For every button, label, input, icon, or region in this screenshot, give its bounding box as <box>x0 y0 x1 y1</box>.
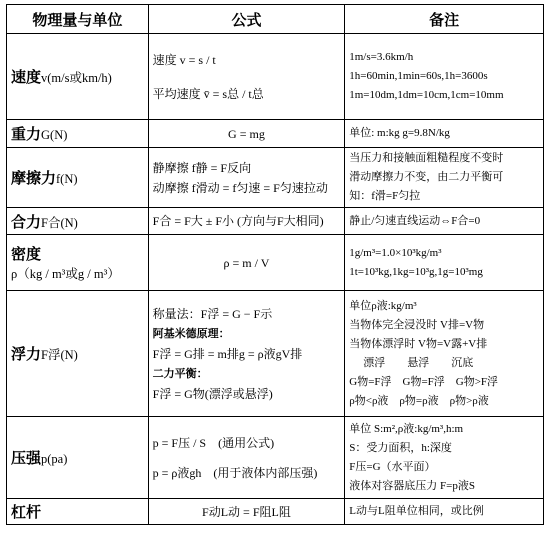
table-row-resultant-force <box>7 208 544 235</box>
note-line: 1g/m³=1.0×10³kg/m³ <box>349 246 442 259</box>
notes-cell <box>345 34 544 120</box>
formula-line: 速度 v = s / t <box>152 52 216 67</box>
note-line: 1m=10dm,1dm=10cm,1cm=10mm <box>349 89 504 101</box>
header-quantity: 物理量与单位 <box>7 5 149 34</box>
notes-cell <box>345 148 544 208</box>
formula-line: F浮 = G物(漂浮或悬浮) <box>152 386 273 401</box>
note-line: 1t=10³kg,1kg=10³g,1g=10³mg <box>349 265 483 278</box>
quantity-name: 密度 <box>11 245 42 263</box>
table-row-pressure <box>7 417 544 499</box>
quantity-name: 合力 <box>11 212 42 231</box>
notes-cell <box>345 499 544 525</box>
quantity-unit: p(pa) <box>41 452 68 466</box>
table-header-row <box>7 5 544 34</box>
formula-cell <box>148 34 345 120</box>
quantity-unit: G(N) <box>41 128 68 142</box>
header-notes: 备注 <box>345 5 544 34</box>
formula-line: p = F压 / S (通用公式) <box>152 435 275 450</box>
note-line: 液体对容器底压力 F=p液S <box>349 479 475 492</box>
note-line: 当压力和接触面粗糙程度不变时 <box>349 152 504 164</box>
quantity-cell <box>7 291 149 417</box>
note-line: 1h=60min,1min=60s,1h=3600s <box>349 70 488 82</box>
formula-line: G = mg <box>228 126 265 141</box>
formula-line: 静摩擦 f静 = F反向 <box>152 160 252 175</box>
quantity-unit: v(m/s或km/h) <box>41 71 112 85</box>
note-line: S：受力面积，h:深度 <box>349 441 452 454</box>
note-line: 单位: m:kg g=9.8N/kg <box>349 127 450 139</box>
formula-cell <box>148 120 345 148</box>
notes-cell <box>345 291 544 417</box>
formula-line: F浮 = G排 = m排g = ρ液gV排 <box>152 346 303 361</box>
notes-cell <box>345 417 544 499</box>
note-line: ρ物<ρ液 ρ物=ρ液 ρ物>ρ液 <box>349 394 489 407</box>
quantity-name: 浮力 <box>11 345 42 363</box>
formula-cell <box>148 148 345 208</box>
quantity-name: 摩擦力 <box>11 169 57 187</box>
formula-cell <box>148 235 345 291</box>
formula-cell <box>148 208 345 235</box>
quantity-name: 速度 <box>11 68 42 86</box>
quantity-cell <box>7 208 149 235</box>
quantity-cell <box>7 120 149 148</box>
note-line: 1m/s=3.6km/h <box>349 51 414 63</box>
note-line: 知：f滑=F匀拉 <box>349 190 421 202</box>
quantity-unit: F合(N) <box>41 215 78 230</box>
formula-cell <box>148 499 345 525</box>
note-line: 滑动摩擦力不变，由二力平衡可 <box>349 171 504 183</box>
table-row-speed <box>7 34 544 120</box>
formula-cell <box>148 291 345 417</box>
quantity-cell <box>7 148 149 208</box>
note-line: F压=G（水平面） <box>349 460 436 473</box>
quantity-cell <box>7 235 149 291</box>
formula-line: ρ = m / V <box>223 255 270 270</box>
note-line: 静止/匀速直线运动⇔F合=0 <box>349 214 481 227</box>
header-formula: 公式 <box>148 5 345 34</box>
table-row-density <box>7 235 544 291</box>
quantity-cell <box>7 499 149 525</box>
note-line: 漂浮 悬浮 沉底 <box>363 356 474 369</box>
table-row-gravity <box>7 120 544 148</box>
formula-line: p = ρ液gh (用于液体内部压强) <box>152 465 318 480</box>
note-line: 单位ρ液:kg/m³ <box>349 299 417 312</box>
quantity-name: 压强 <box>11 449 42 467</box>
quantity-cell <box>7 417 149 499</box>
notes-cell <box>345 120 544 148</box>
quantity-unit: f(N) <box>56 172 78 186</box>
formula-line: 二力平衡： <box>152 366 208 380</box>
formula-cell <box>148 417 345 499</box>
table-row-buoyancy <box>7 291 544 417</box>
physics-formula-table <box>6 4 544 525</box>
notes-cell <box>345 208 544 235</box>
formula-line: 平均速度 v̄ = s总 / t总 <box>152 86 264 101</box>
formula-line: F合 = F大 ± F小 (方向与F大相同) <box>152 214 324 228</box>
quantity-unit: ρ（kg / m³或g / m³） <box>11 267 120 281</box>
formula-line: 阿基米德原理： <box>152 326 230 340</box>
table-row-lever <box>7 499 544 525</box>
quantity-unit: F浮(N) <box>41 348 78 362</box>
formula-line: F动L动 = F阻L阻 <box>202 504 291 519</box>
quantity-name: 杠杆 <box>11 503 42 521</box>
formula-line: 称量法：F浮 = G − F示 <box>152 306 273 321</box>
note-line: 单位 S:m²,ρ液:kg/m³,h:m <box>349 422 464 435</box>
notes-cell <box>345 235 544 291</box>
table-row-friction <box>7 148 544 208</box>
note-line: L动与L阻单位相同，或比例 <box>349 505 484 517</box>
note-line: G物=F浮 G物=F浮 G物>F浮 <box>349 375 499 388</box>
quantity-name: 重力 <box>11 125 42 143</box>
quantity-cell <box>7 34 149 120</box>
formula-line: 动摩擦 f滑动 = f匀速 = F匀速拉动 <box>152 180 328 195</box>
note-line: 当物体漂浮时 V物=V露+V排 <box>349 337 488 350</box>
note-line: 当物体完全浸没时 V排=V物 <box>349 318 485 331</box>
